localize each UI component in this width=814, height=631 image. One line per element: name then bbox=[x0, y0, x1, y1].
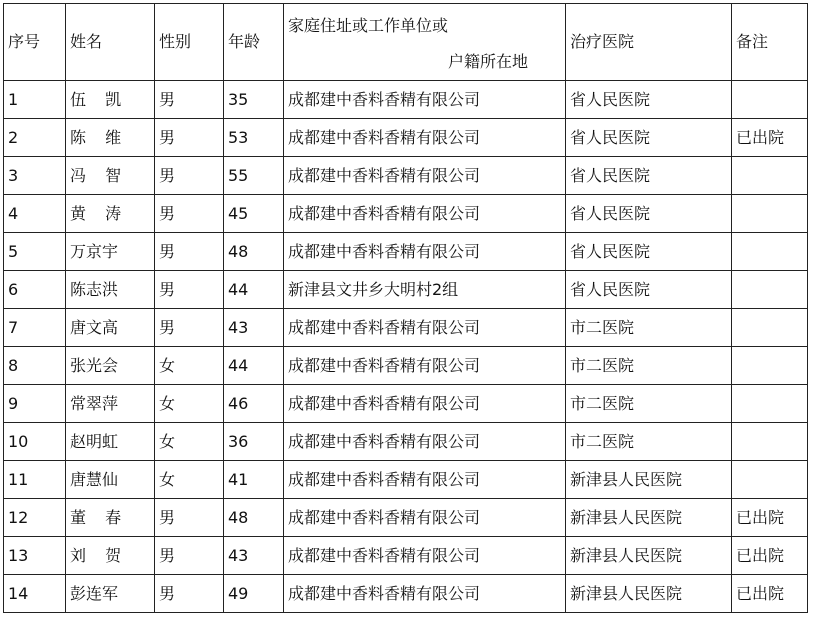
cell-age: 55 bbox=[224, 157, 284, 195]
cell-no: 12 bbox=[4, 499, 66, 537]
cell-age: 43 bbox=[224, 537, 284, 575]
cell-name: 黄 涛 bbox=[66, 195, 155, 233]
header-row bbox=[4, 4, 808, 81]
cell-hospital: 新津县人民医院 bbox=[566, 461, 732, 499]
patient-table bbox=[3, 3, 808, 613]
cell-age: 36 bbox=[224, 423, 284, 461]
cell-no: 14 bbox=[4, 575, 66, 613]
header-remark: 备注 bbox=[732, 4, 808, 81]
cell-address: 成都建中香料香精有限公司 bbox=[284, 385, 566, 423]
cell-name: 张光会 bbox=[66, 347, 155, 385]
cell-hospital: 市二医院 bbox=[566, 347, 732, 385]
cell-remark: 已出院 bbox=[732, 575, 808, 613]
cell-address: 成都建中香料香精有限公司 bbox=[284, 575, 566, 613]
table-row bbox=[4, 309, 808, 347]
table-row bbox=[4, 347, 808, 385]
cell-age: 53 bbox=[224, 119, 284, 157]
cell-remark bbox=[732, 271, 808, 309]
cell-gender: 男 bbox=[155, 575, 224, 613]
cell-name: 陈 维 bbox=[66, 119, 155, 157]
table-row bbox=[4, 385, 808, 423]
cell-gender: 男 bbox=[155, 119, 224, 157]
cell-age: 35 bbox=[224, 81, 284, 119]
header-address bbox=[284, 4, 566, 81]
cell-remark bbox=[732, 157, 808, 195]
cell-address: 成都建中香料香精有限公司 bbox=[284, 157, 566, 195]
cell-hospital: 新津县人民医院 bbox=[566, 537, 732, 575]
cell-remark bbox=[732, 195, 808, 233]
cell-age: 48 bbox=[224, 233, 284, 271]
cell-gender: 女 bbox=[155, 423, 224, 461]
cell-name: 刘 贺 bbox=[66, 537, 155, 575]
table-body bbox=[4, 81, 808, 613]
cell-age: 44 bbox=[224, 271, 284, 309]
cell-gender: 男 bbox=[155, 157, 224, 195]
cell-hospital: 省人民医院 bbox=[566, 119, 732, 157]
cell-hospital: 省人民医院 bbox=[566, 81, 732, 119]
cell-hospital: 省人民医院 bbox=[566, 271, 732, 309]
cell-age: 44 bbox=[224, 347, 284, 385]
cell-remark bbox=[732, 233, 808, 271]
cell-hospital: 新津县人民医院 bbox=[566, 499, 732, 537]
cell-name: 赵明虹 bbox=[66, 423, 155, 461]
cell-age: 45 bbox=[224, 195, 284, 233]
cell-remark bbox=[732, 347, 808, 385]
cell-no: 10 bbox=[4, 423, 66, 461]
cell-name: 万京宇 bbox=[66, 233, 155, 271]
cell-no: 6 bbox=[4, 271, 66, 309]
cell-address: 成都建中香料香精有限公司 bbox=[284, 461, 566, 499]
cell-remark: 已出院 bbox=[732, 537, 808, 575]
cell-address: 成都建中香料香精有限公司 bbox=[284, 423, 566, 461]
cell-remark: 已出院 bbox=[732, 119, 808, 157]
cell-age: 41 bbox=[224, 461, 284, 499]
table-row bbox=[4, 119, 808, 157]
cell-gender: 女 bbox=[155, 461, 224, 499]
cell-name: 彭连军 bbox=[66, 575, 155, 613]
table-row bbox=[4, 81, 808, 119]
cell-gender: 男 bbox=[155, 499, 224, 537]
cell-address: 成都建中香料香精有限公司 bbox=[284, 195, 566, 233]
cell-gender: 男 bbox=[155, 309, 224, 347]
cell-hospital: 市二医院 bbox=[566, 423, 732, 461]
table-row bbox=[4, 195, 808, 233]
cell-hospital: 市二医院 bbox=[566, 309, 732, 347]
cell-address: 成都建中香料香精有限公司 bbox=[284, 537, 566, 575]
cell-no: 3 bbox=[4, 157, 66, 195]
table-row bbox=[4, 461, 808, 499]
table-row bbox=[4, 271, 808, 309]
cell-remark bbox=[732, 461, 808, 499]
cell-gender: 女 bbox=[155, 385, 224, 423]
cell-age: 48 bbox=[224, 499, 284, 537]
cell-name: 陈志洪 bbox=[66, 271, 155, 309]
table-row bbox=[4, 537, 808, 575]
cell-no: 4 bbox=[4, 195, 66, 233]
header-name: 姓名 bbox=[66, 4, 155, 81]
cell-address: 成都建中香料香精有限公司 bbox=[284, 119, 566, 157]
cell-gender: 男 bbox=[155, 81, 224, 119]
cell-address: 成都建中香料香精有限公司 bbox=[284, 81, 566, 119]
cell-no: 8 bbox=[4, 347, 66, 385]
table-row bbox=[4, 499, 808, 537]
cell-no: 13 bbox=[4, 537, 66, 575]
cell-no: 7 bbox=[4, 309, 66, 347]
header-address-line2: 户籍所在地 bbox=[448, 52, 529, 71]
cell-gender: 女 bbox=[155, 347, 224, 385]
cell-gender: 男 bbox=[155, 233, 224, 271]
header-gender: 性别 bbox=[155, 4, 224, 81]
cell-remark bbox=[732, 385, 808, 423]
cell-hospital: 市二医院 bbox=[566, 385, 732, 423]
cell-no: 9 bbox=[4, 385, 66, 423]
header-hospital: 治疗医院 bbox=[566, 4, 732, 81]
cell-address: 成都建中香料香精有限公司 bbox=[284, 499, 566, 537]
cell-address: 成都建中香料香精有限公司 bbox=[284, 309, 566, 347]
cell-remark bbox=[732, 81, 808, 119]
cell-name: 常翠萍 bbox=[66, 385, 155, 423]
cell-no: 2 bbox=[4, 119, 66, 157]
cell-remark bbox=[732, 423, 808, 461]
cell-gender: 男 bbox=[155, 271, 224, 309]
cell-gender: 男 bbox=[155, 537, 224, 575]
cell-name: 董 春 bbox=[66, 499, 155, 537]
table-row bbox=[4, 233, 808, 271]
cell-gender: 男 bbox=[155, 195, 224, 233]
cell-name: 伍 凯 bbox=[66, 81, 155, 119]
cell-age: 46 bbox=[224, 385, 284, 423]
cell-remark: 已出院 bbox=[732, 499, 808, 537]
cell-hospital: 省人民医院 bbox=[566, 157, 732, 195]
cell-hospital: 省人民医院 bbox=[566, 233, 732, 271]
cell-age: 43 bbox=[224, 309, 284, 347]
cell-age: 49 bbox=[224, 575, 284, 613]
cell-address: 成都建中香料香精有限公司 bbox=[284, 233, 566, 271]
cell-address: 成都建中香料香精有限公司 bbox=[284, 347, 566, 385]
header-no: 序号 bbox=[4, 4, 66, 81]
cell-remark bbox=[732, 309, 808, 347]
table-row bbox=[4, 575, 808, 613]
header-address-line1: 家庭住址或工作单位或 bbox=[288, 16, 449, 35]
cell-address: 新津县文井乡大明村2组 bbox=[284, 271, 566, 309]
cell-no: 5 bbox=[4, 233, 66, 271]
cell-hospital: 新津县人民医院 bbox=[566, 575, 732, 613]
table-row bbox=[4, 157, 808, 195]
cell-no: 11 bbox=[4, 461, 66, 499]
cell-name: 冯 智 bbox=[66, 157, 155, 195]
header-age: 年龄 bbox=[224, 4, 284, 81]
cell-hospital: 省人民医院 bbox=[566, 195, 732, 233]
cell-no: 1 bbox=[4, 81, 66, 119]
cell-name: 唐慧仙 bbox=[66, 461, 155, 499]
table-row bbox=[4, 423, 808, 461]
cell-name: 唐文高 bbox=[66, 309, 155, 347]
